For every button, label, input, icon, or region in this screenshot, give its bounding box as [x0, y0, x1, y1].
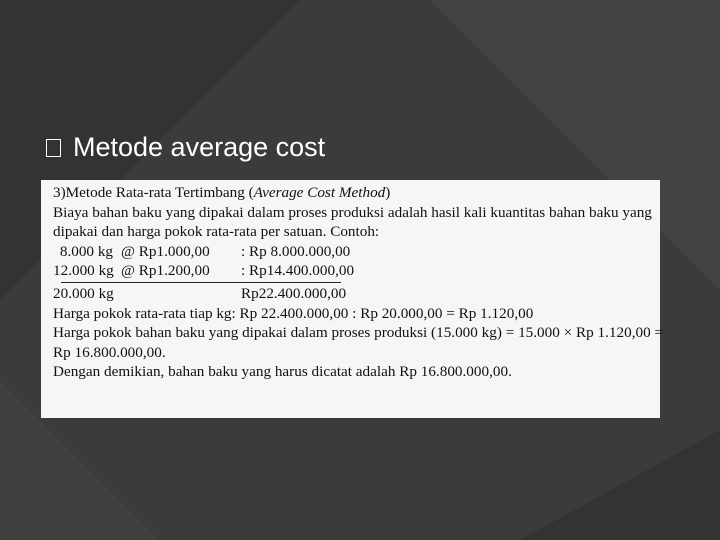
slide-title-row — [46, 132, 325, 163]
total-spacer — [113, 284, 237, 304]
total-qty: 20.000 kg — [53, 284, 114, 302]
square-bullet-icon — [46, 139, 61, 157]
calc-row — [53, 242, 654, 262]
material-used-line: Rp 16.800.000,00. — [53, 343, 166, 361]
calc-amount: : Rp14.400.000,00 — [241, 262, 355, 280]
average-price-line: Harga pokok rata-rata tiap kg: Rp 22.400.000,00 : Rp 20.000,00 = Rp 1.120,00 — [53, 304, 534, 322]
calc-row — [53, 261, 654, 281]
calc-qty: 8.000 kg — [59, 242, 113, 260]
scanned-document — [41, 180, 664, 418]
calc-qty: 12.000 kg — [53, 262, 114, 280]
sum-rule — [61, 282, 341, 283]
calc-price: @ Rp1.200,00 — [121, 262, 210, 280]
slide-title: Metode average cost — [73, 132, 326, 162]
paragraph-line: dipakai dan harga pokok rata-rata per satuan. Contoh: — [53, 223, 380, 241]
calc-price: @ Rp1.000,00 — [121, 242, 210, 260]
conclusion-line: Dengan demikian, bahan baku yang harus dicatat adalah Rp 16.800.000,00. — [53, 363, 512, 381]
calc-amount: : Rp 8.000.000,00 — [241, 242, 351, 260]
calc-total-row — [53, 284, 654, 304]
doc-heading: 3)Metode Rata-rata Tertimbang (Average Cost Method) — [53, 184, 391, 201]
material-used-line: Harga pokok bahan baku yang dipakai dalam proses produksi (15.000 kg) = 15.000 × Rp 1.120,00 = — [53, 324, 664, 342]
total-amount: Rp22.400.000,00 — [241, 284, 347, 302]
paragraph-line: Biaya bahan baku yang dipakai dalam proses produksi adalah hasil kali kuantitas bahan baku yang — [53, 203, 652, 221]
